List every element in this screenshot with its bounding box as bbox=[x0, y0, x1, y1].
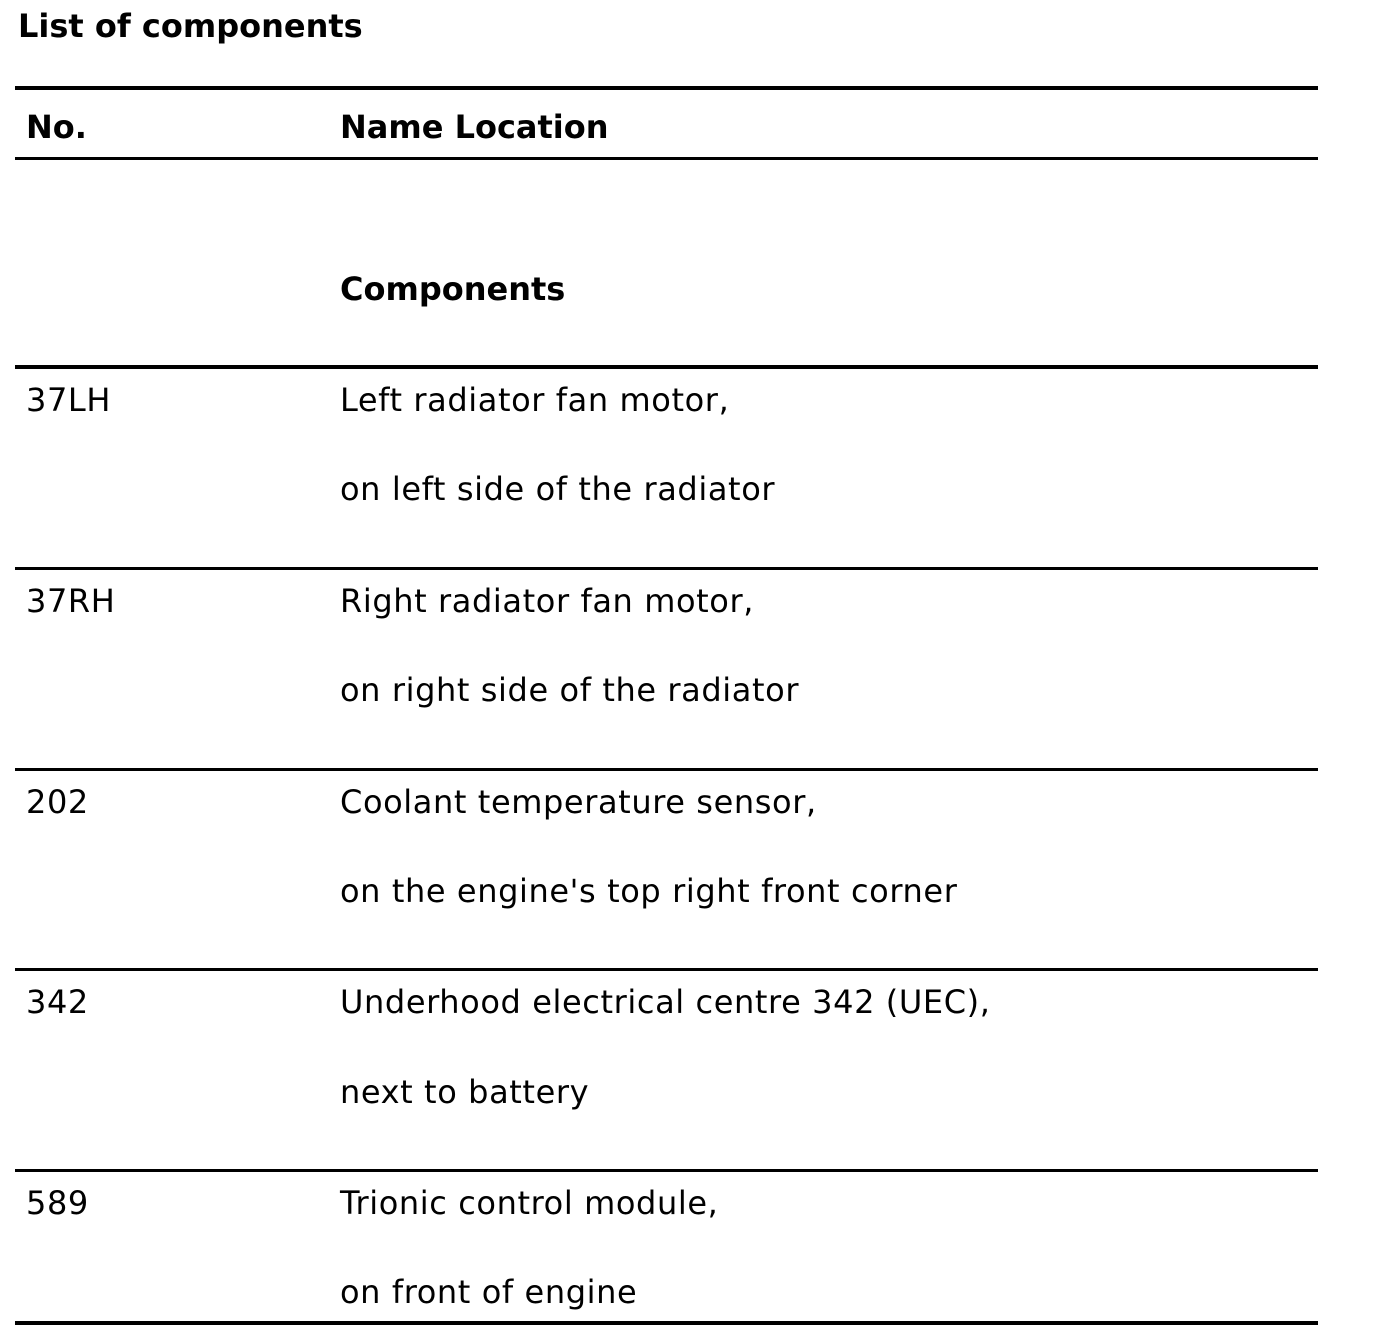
row-location: on the engine's top right front corner bbox=[340, 872, 958, 910]
table-bottom-rule bbox=[15, 1321, 1318, 1325]
document-title: List of components bbox=[18, 7, 363, 45]
table-top-rule bbox=[15, 86, 1318, 90]
header-name-location: Name Location bbox=[340, 108, 609, 146]
row-location: on right side of the radiator bbox=[340, 671, 800, 709]
row-number: 589 bbox=[26, 1184, 89, 1222]
row-name: Trionic control module, bbox=[340, 1184, 719, 1222]
header-bottom-rule bbox=[15, 157, 1318, 160]
row-location: on left side of the radiator bbox=[340, 470, 776, 508]
row-location: on front of engine bbox=[340, 1273, 638, 1311]
row-number: 37RH bbox=[26, 582, 116, 620]
row-name: Coolant temperature sensor, bbox=[340, 783, 817, 821]
row-name: Underhood electrical centre 342 (UEC), bbox=[340, 983, 991, 1021]
row-divider bbox=[15, 968, 1318, 971]
row-divider bbox=[15, 567, 1318, 570]
row-number: 202 bbox=[26, 783, 89, 821]
section-heading: Components bbox=[340, 270, 566, 308]
row-name: Left radiator fan motor, bbox=[340, 381, 730, 419]
header-no: No. bbox=[26, 108, 87, 146]
section-rule bbox=[15, 365, 1318, 369]
row-name: Right radiator fan motor, bbox=[340, 582, 754, 620]
row-divider bbox=[15, 1169, 1318, 1172]
row-number: 342 bbox=[26, 983, 89, 1021]
row-location: next to battery bbox=[340, 1073, 590, 1111]
row-number: 37LH bbox=[26, 381, 112, 419]
row-divider bbox=[15, 768, 1318, 771]
